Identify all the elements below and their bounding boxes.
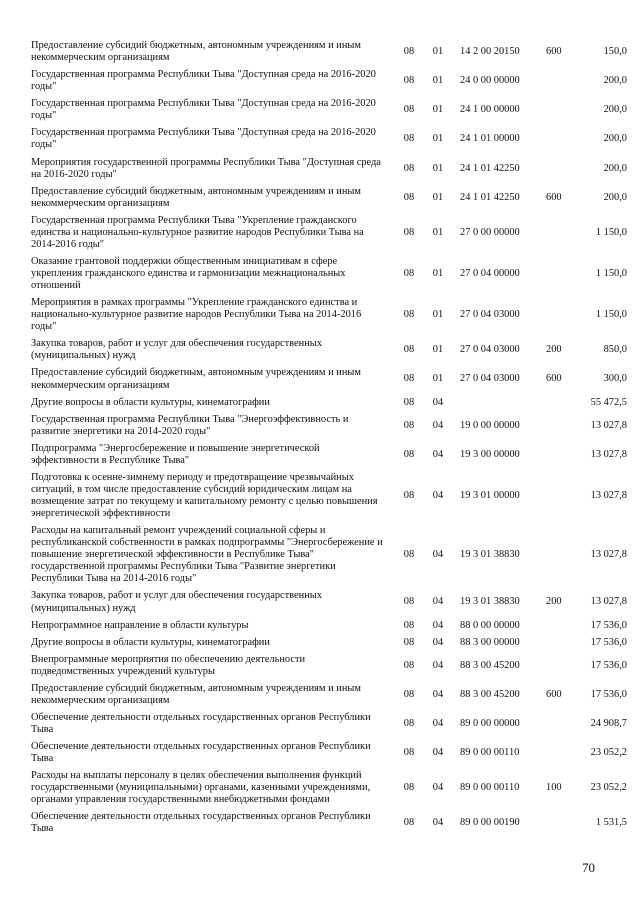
row-target-article: 24 1 00 00000 — [460, 104, 520, 116]
row-section-code: 08 — [403, 396, 415, 408]
row-expense-type — [546, 125, 580, 154]
table-row — [31, 38, 627, 67]
row-amount: 1 531,5 — [595, 817, 627, 829]
row-name: Государственная программа Республики Тыва "Энергоэффективность и развитие энергетики на 2014-2020 годы" — [31, 413, 349, 437]
table-row — [31, 125, 627, 154]
row-expense-type: 600 — [546, 191, 562, 203]
row-subsection-code: 04 — [432, 688, 444, 700]
row-target-article: 89 0 00 00190 — [460, 817, 520, 829]
row-section-code: 08 — [403, 596, 415, 608]
row-target-article: 24 1 01 00000 — [460, 133, 520, 145]
row-amount: 23 052,2 — [590, 782, 627, 794]
budget-table-body — [31, 38, 627, 839]
table-row — [31, 652, 627, 681]
row-expense-type — [546, 295, 580, 336]
row-section-code: 08 — [403, 717, 415, 729]
row-expense-type — [546, 523, 580, 588]
row-name: Другие вопросы в области культуры, кинематографии — [31, 636, 270, 648]
table-row — [31, 809, 627, 838]
row-name: Другие вопросы в области культуры, кинематографии — [31, 396, 270, 408]
row-amount: 13 027,8 — [590, 549, 627, 561]
row-amount: 300,0 — [603, 373, 627, 385]
row-name: Расходы на капитальный ремонт учреждений социальной сферы и республиканской собственности в рамках подпрограммы "Энергосбережение и повышение энергетической эффективности в Республике Тыва" государственной программы Республики Тыва "Развитие энергетики Республики Тыва на 2014-2016 годы" — [31, 525, 383, 585]
row-expense-type: 600 — [546, 373, 562, 385]
row-target-article: 89 0 00 00110 — [460, 782, 520, 794]
row-section-code: 08 — [403, 817, 415, 829]
row-target-article: 27 0 04 00000 — [460, 268, 520, 279]
table-row — [31, 336, 627, 365]
table-row — [31, 768, 627, 809]
row-section-code: 08 — [403, 104, 415, 116]
row-expense-type — [546, 441, 580, 470]
row-section-code: 08 — [403, 162, 415, 174]
row-target-article: 19 3 00 00000 — [460, 448, 520, 460]
row-amount: 150,0 — [603, 46, 627, 58]
row-amount: 200,0 — [603, 104, 627, 116]
table-row — [31, 441, 627, 470]
page-number: 70 — [582, 860, 595, 875]
row-amount: 17 536,0 — [590, 619, 627, 631]
row-expense-type — [546, 470, 580, 523]
row-amount: 13 027,8 — [590, 489, 627, 501]
row-amount: 23 052,2 — [590, 747, 627, 759]
row-expense-type — [546, 96, 580, 125]
row-name: Мероприятия в рамках программы "Укрепление гражданского единства и национально-культурное развитие народов Республики Тыва на 2014-2016 годы" — [31, 297, 362, 333]
table-row — [31, 588, 627, 617]
row-name: Предоставление субсидий бюджетным, автономным учреждениям и иным некоммерческим организациям — [31, 185, 361, 209]
row-section-code: 08 — [403, 133, 415, 145]
row-expense-type — [546, 809, 580, 838]
row-amount: 17 536,0 — [590, 636, 627, 648]
row-name: Внепрограммные мероприятия по обеспечению деятельности подведомственных учреждений культуры — [31, 653, 306, 677]
row-expense-type: 200 — [546, 596, 562, 608]
row-name: Обеспечение деятельности отдельных государственных органов Республики Тыва — [31, 811, 371, 835]
row-target-article: 14 2 00 20150 — [460, 46, 520, 58]
row-amount: 13 027,8 — [590, 448, 627, 460]
row-amount: 13 027,8 — [590, 419, 627, 431]
row-name: Обеспечение деятельности отдельных государственных органов Республики Тыва — [31, 711, 371, 735]
row-name: Оказание грантовой поддержки общественным инициативам в сфере укрепления гражданского единства и гармонизации межнациональных отношений — [31, 255, 346, 292]
row-amount: 24 908,7 — [590, 717, 627, 729]
row-name: Предоставление субсидий бюджетным, автономным учреждениям и иным некоммерческим организациям — [31, 40, 361, 64]
row-amount: 850,0 — [603, 344, 627, 356]
row-expense-type — [546, 652, 580, 681]
row-section-code: 08 — [403, 747, 415, 759]
table-row — [31, 710, 627, 739]
row-name: Закупка товаров, работ и услуг для обеспечения государственных (муниципальных) нужд — [31, 338, 322, 362]
row-name: Государственная программа Республики Тыва "Доступная среда на 2016-2020 годы" — [31, 69, 376, 93]
row-expense-type — [546, 412, 580, 441]
row-subsection-code: 01 — [432, 268, 444, 279]
row-section-code: 08 — [403, 659, 415, 671]
row-target-article: 27 0 04 03000 — [460, 344, 520, 356]
row-subsection-code: 01 — [432, 191, 444, 203]
row-section-code: 08 — [403, 448, 415, 460]
table-row — [31, 470, 627, 523]
table-row — [31, 681, 627, 710]
table-row — [31, 254, 627, 295]
row-name: Государственная программа Республики Тыва "Доступная среда на 2016-2020 годы" — [31, 98, 376, 122]
row-target-article: 19 3 01 00000 — [460, 489, 520, 501]
row-expense-type: 600 — [546, 688, 562, 700]
table-row — [31, 155, 627, 184]
row-target-article: 24 0 00 00000 — [460, 75, 520, 87]
row-section-code: 08 — [403, 419, 415, 431]
row-subsection-code: 04 — [432, 549, 444, 561]
row-expense-type: 200 — [546, 344, 562, 356]
row-name: Государственная программа Республики Тыва "Доступная среда на 2016-2020 годы" — [31, 127, 376, 151]
row-target-article: 88 3 00 00000 — [460, 636, 520, 648]
row-section-code: 08 — [403, 344, 415, 356]
table-row — [31, 96, 627, 125]
row-target-article: 89 0 00 00000 — [460, 717, 520, 729]
row-section-code: 08 — [403, 191, 415, 203]
row-subsection-code: 04 — [432, 747, 444, 759]
row-target-article: 27 0 04 03000 — [460, 373, 520, 385]
row-expense-type — [546, 710, 580, 739]
table-row — [31, 635, 627, 652]
row-target-article: 88 3 00 45200 — [460, 688, 520, 700]
row-subsection-code: 04 — [432, 636, 444, 648]
row-target-article: 27 0 04 03000 — [460, 309, 520, 321]
row-target-article: 24 1 01 42250 — [460, 191, 520, 203]
row-section-code: 08 — [403, 636, 415, 648]
row-subsection-code: 04 — [432, 489, 444, 501]
row-name: Расходы на выплаты персоналу в целях обеспечения выполнения функций государственными (муниципальными) органами, казенными учреждениями, органами управления государственными внебюджетными фондами — [31, 770, 371, 806]
row-amount: 17 536,0 — [590, 688, 627, 700]
row-target-article: 88 0 00 00000 — [460, 619, 520, 631]
row-name: Обеспечение деятельности отдельных государственных органов Республики Тыва — [31, 741, 371, 765]
row-subsection-code: 04 — [432, 717, 444, 729]
row-subsection-code: 01 — [432, 309, 444, 321]
row-expense-type — [546, 67, 580, 96]
row-name: Непрограммное направление в области культуры — [31, 619, 249, 631]
row-section-code: 08 — [403, 46, 415, 58]
row-name: Государственная программа Республики Тыва "Укрепление гражданского единства и национально-культурное развитие народов Республики Тыва на 2014-2016 годы" — [31, 214, 364, 250]
row-section-code: 08 — [403, 489, 415, 501]
row-subsection-code: 01 — [432, 133, 444, 145]
row-amount: 200,0 — [603, 191, 627, 203]
row-amount: 1 150,0 — [595, 226, 627, 238]
row-subsection-code: 01 — [432, 75, 444, 87]
row-section-code: 08 — [403, 373, 415, 385]
row-subsection-code: 01 — [432, 162, 444, 174]
table-row — [31, 184, 627, 213]
row-subsection-code: 04 — [432, 419, 444, 431]
row-target-article: 19 3 01 38830 — [460, 596, 520, 608]
row-target-article: 27 0 00 00000 — [460, 226, 520, 238]
row-subsection-code: 04 — [432, 596, 444, 608]
row-amount: 55 472,5 — [590, 396, 627, 408]
row-target-article: 89 0 00 00110 — [460, 747, 520, 759]
row-section-code: 08 — [403, 75, 415, 87]
row-name: Предоставление субсидий бюджетным, автономным учреждениям и иным некоммерческим организациям — [31, 682, 361, 706]
row-expense-type — [546, 254, 580, 295]
row-name: Закупка товаров, работ и услуг для обеспечения государственных (муниципальных) нужд — [31, 590, 322, 614]
row-section-code: 08 — [403, 549, 415, 561]
row-expense-type — [546, 739, 580, 768]
row-amount: 200,0 — [603, 133, 627, 145]
table-row — [31, 213, 627, 254]
row-section-code: 08 — [403, 619, 415, 631]
budget-table — [31, 38, 627, 839]
row-section-code: 08 — [403, 688, 415, 700]
table-row — [31, 618, 627, 635]
row-amount: 200,0 — [603, 162, 627, 174]
row-name: Мероприятия государственной программы Республики Тыва "Доступная среда на 2016-2020 годы" — [31, 156, 381, 180]
row-subsection-code: 04 — [432, 396, 444, 408]
row-subsection-code: 04 — [432, 659, 444, 671]
row-section-code: 08 — [403, 226, 415, 238]
table-row — [31, 395, 627, 412]
row-amount: 1 150,0 — [595, 268, 627, 279]
row-subsection-code: 01 — [432, 373, 444, 385]
row-subsection-code: 01 — [432, 226, 444, 238]
row-expense-type: 100 — [546, 782, 562, 794]
row-target-article: 19 3 01 38830 — [460, 549, 520, 561]
row-target-article — [452, 395, 546, 412]
row-expense-type — [546, 155, 580, 184]
row-name: Подготовка к осенне-зимнему периоду и предотвращение чрезвычайных ситуаций, в том числе предоставление субсидий юридическим лицам на возмещение затрат по текущему и капитальному ремонту с целью повышения энергетической эффективности — [31, 471, 378, 520]
table-row — [31, 67, 627, 96]
table-row — [31, 295, 627, 336]
row-expense-type — [546, 618, 580, 635]
row-amount: 200,0 — [603, 75, 627, 87]
table-row — [31, 365, 627, 394]
table-row — [31, 412, 627, 441]
row-subsection-code: 04 — [432, 782, 444, 794]
row-subsection-code: 01 — [432, 46, 444, 58]
row-subsection-code: 04 — [432, 619, 444, 631]
row-subsection-code: 01 — [432, 104, 444, 116]
row-amount: 13 027,8 — [590, 596, 627, 608]
row-expense-type — [546, 635, 580, 652]
row-section-code: 08 — [403, 268, 415, 279]
row-subsection-code: 04 — [432, 817, 444, 829]
row-subsection-code: 04 — [432, 448, 444, 460]
row-expense-type — [546, 213, 580, 254]
row-amount: 17 536,0 — [590, 659, 627, 671]
row-target-article: 19 0 00 00000 — [460, 419, 520, 431]
row-section-code: 08 — [403, 782, 415, 794]
row-name: Предоставление субсидий бюджетным, автономным учреждениям и иным некоммерческим организациям — [31, 367, 361, 391]
row-target-article: 88 3 00 45200 — [460, 659, 520, 671]
row-name: Подпрограмма "Энергосбережение и повышение энергетической эффективности в Республике Тыва" — [31, 442, 320, 466]
row-subsection-code: 01 — [432, 344, 444, 356]
row-expense-type — [546, 395, 580, 412]
table-row — [31, 523, 627, 588]
row-expense-type: 600 — [546, 46, 562, 58]
row-amount: 1 150,0 — [595, 309, 627, 321]
row-target-article: 24 1 01 42250 — [460, 162, 520, 174]
row-section-code: 08 — [403, 309, 415, 321]
table-row — [31, 739, 627, 768]
